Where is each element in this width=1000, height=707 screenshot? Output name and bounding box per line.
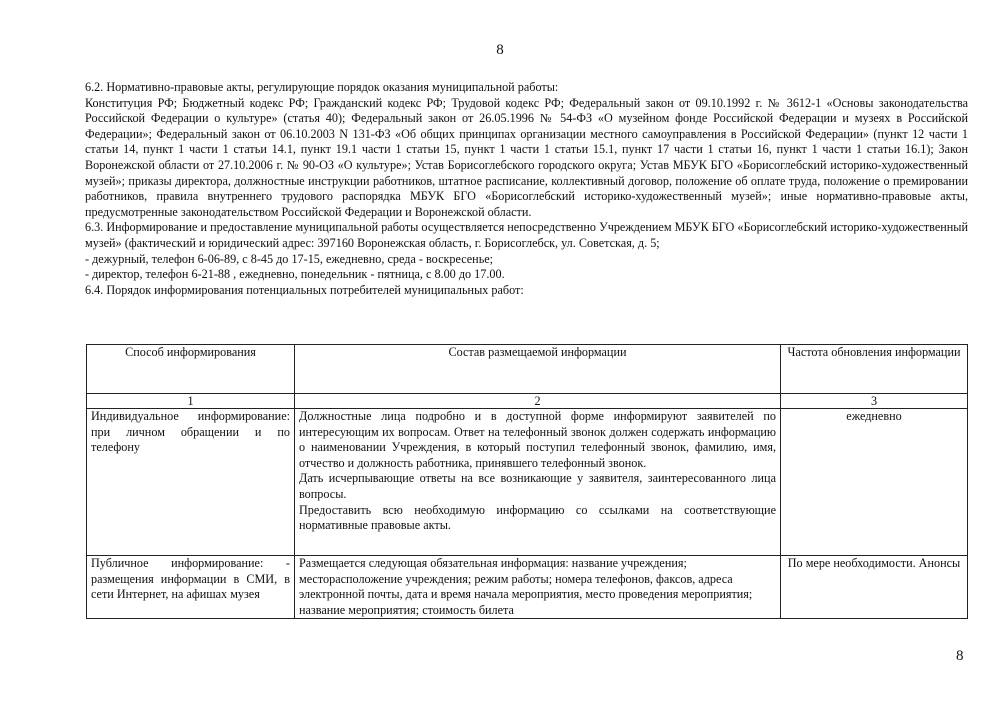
header-method: Способ информирования: [87, 345, 295, 394]
paragraph-legal-acts: Конституция РФ; Бюджетный кодекс РФ; Гражданский кодекс РФ; Трудовой кодекс РФ; Федеральный закон от 09.10.1992 г. № 3612-1 «Основы законодательства Российской Федерации о культуре» (статья 40); Федеральный закон от 26.05.1996 № 54-ФЗ «О музейном фонде Российской Федерации и музеях в Российской Федерации»; Федеральный закон от 06.10.2003 N 131-ФЗ «Об общих принципах организации местного самоуправления в Российской Федерации» (пункт 12 части 1 статьи 14, пункт 1 части 1 статьи 14.1, пункт 19.1 части 1 статьи 15, пункт 1 части 1 статьи 15.1, пункт 17 части 1 статьи 16, пункт 1 части 1 статьи 16.1); Закон Воронежской области от 27.10.2006 г. № 90-ОЗ «О культуре»; Устав Борисоглебского городского округа; Устав МБУК БГО «Борисоглебский историко-художественный музей»; приказы директора, должностные инструкции работников, штатное расписание, коллективный договор, положение об оплате труда, положение о премировании работников, правила внутреннего трудового распорядка МБУК БГО «Борисоглебский историко-художественный музей»; иные нормативно-правовые акты, предусмотренные законодательством Российской Федерации и Воронежской области.: [85, 95, 968, 219]
paragraph-6-4: 6.4. Порядок информирования потенциальных потребителей муниципальных работ:: [85, 282, 524, 297]
paragraph-6-3: 6.3. Информирование и предоставление муниципальной работы осуществляется непосредственно Учреждением МБУК БГО «Борисоглебский историко-художественный музей» (фактический и юридический адрес: 397160 Воронежская область, г. Борисоглебск, ул. Советская, д. 5;: [85, 220, 968, 250]
column-number-1: 1: [87, 394, 295, 409]
document-body: [85, 80, 968, 298]
paragraph-director-phone: - директор, телефон 6-21-88 , ежедневно, понедельник - пятница, с 8.00 до 17.00.: [85, 267, 505, 282]
paragraph-6-2: 6.2. Нормативно-правовые акты, регулирующие порядок оказания муниципальной работы:: [85, 80, 559, 94]
row-content: [295, 409, 781, 556]
table-row: [87, 556, 968, 619]
table-row: [87, 409, 968, 556]
table-header-row: [87, 345, 968, 394]
table-number-row: [87, 394, 968, 409]
paragraph-duty-phone: - дежурный, телефон 6-06-89, с 8-45 до 17-15, ежедневно, среда - воскресенье;: [85, 251, 494, 266]
column-number-3: 3: [781, 394, 968, 409]
page-number-bottom: 8: [956, 648, 964, 664]
information-table: [86, 344, 968, 619]
header-content: Состав размещаемой информации: [295, 345, 781, 394]
row-frequency: По мере необходимости. Анонсы: [781, 556, 968, 619]
page-number-top: 8: [496, 42, 504, 58]
row-method: Публичное информирование: - размещения информации в СМИ, в сети Интернет, на афишах музея: [87, 556, 295, 619]
row-content: [295, 556, 781, 619]
row-method: Индивидуальное информирование: при личном обращении и по телефону: [87, 409, 295, 556]
column-number-2: 2: [295, 394, 781, 409]
content-paragraph: Предоставить всю необходимую информацию со ссылками на соответствующие нормативные правовые акты.: [299, 502, 776, 533]
content-paragraph: Должностные лица подробно и в доступной форме информируют заявителей по интересующим их вопросам. Ответ на телефонный звонок должен содержать информацию о наименовании Учреждения, в который поступил телефонный звонок, фамилию, имя, отчество и должность работника, принявшего телефонный звонок.: [299, 409, 776, 470]
header-frequency: Частота обновления информации: [781, 345, 968, 394]
content-paragraph: Дать исчерпывающие ответы на все возникающие у заявителя, заинтересованного лица вопросы.: [299, 471, 776, 501]
row-frequency: ежедневно: [781, 409, 968, 556]
content-paragraph: Размещается следующая обязательная информация: название учреждения; месторасположение учреждения; режим работы; номера телефонов, факсов, адреса электронной почты, дата и время начала мероприятия, место проведения мероприятия; название мероприятия; стоимость билета: [299, 556, 753, 617]
